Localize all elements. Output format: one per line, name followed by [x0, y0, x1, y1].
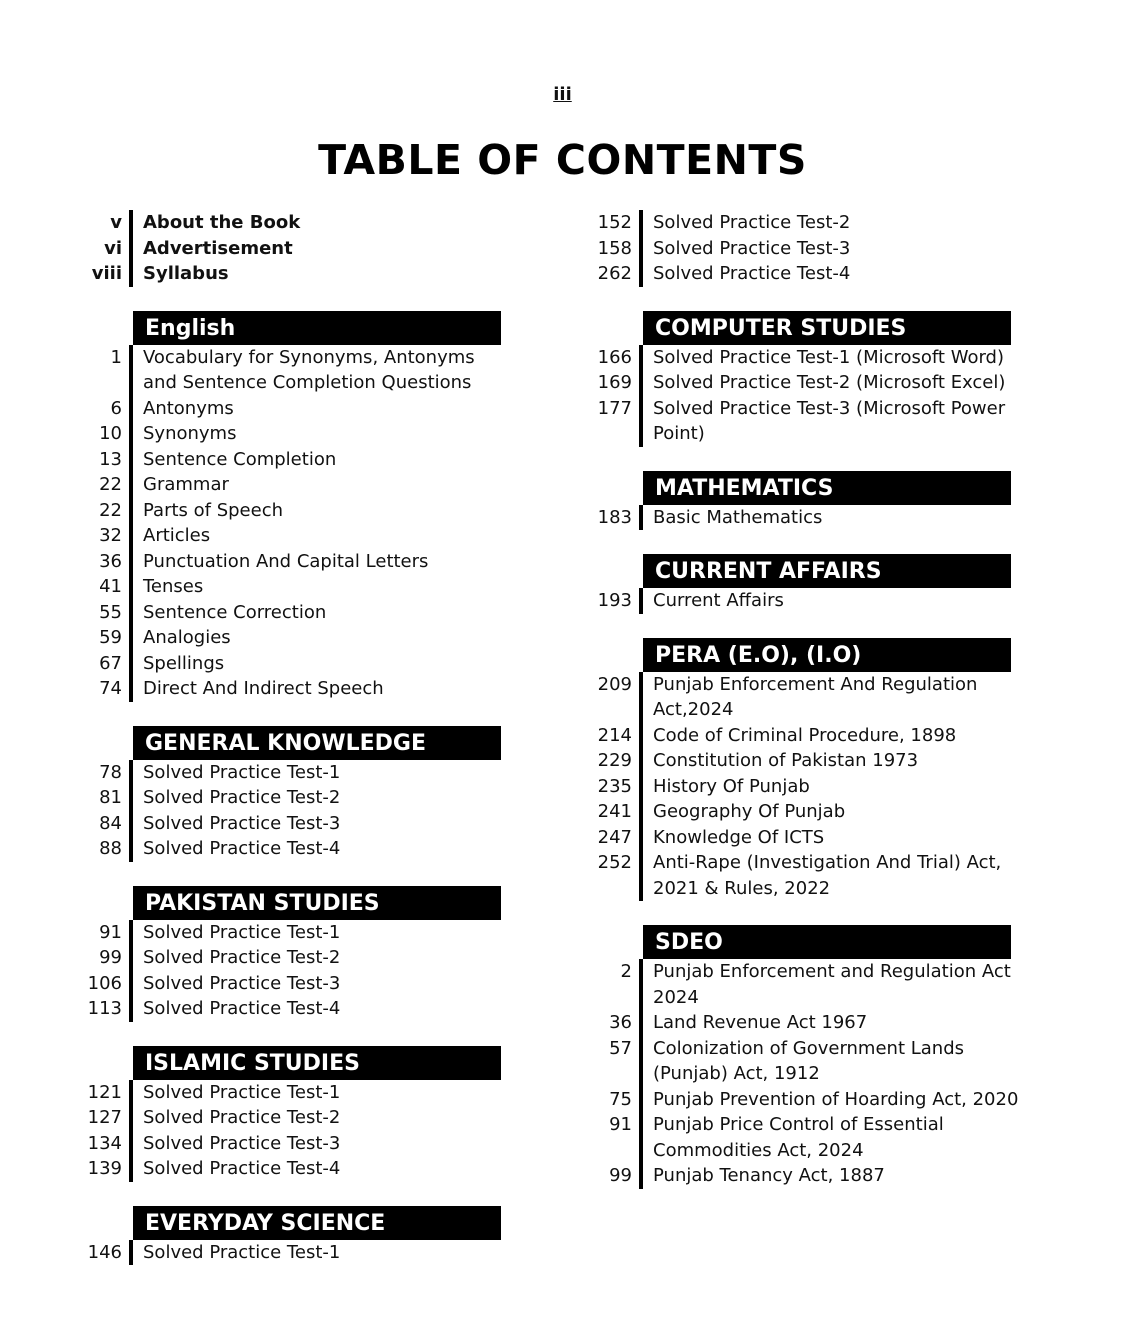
toc-entry-title: Geography Of Punjab: [653, 801, 846, 822]
toc-entry-list: [80, 210, 510, 287]
entry-divider-bar: [129, 345, 133, 396]
entry-divider-bar: [129, 785, 133, 811]
toc-page-number: 36: [99, 550, 122, 572]
toc-entry-list: [80, 920, 510, 1022]
toc-entry-title: Analogies: [143, 627, 231, 648]
toc-entry: [590, 672, 1030, 723]
toc-section: [80, 886, 510, 1022]
toc-entry: [590, 1010, 1030, 1036]
toc-entry: [590, 370, 1030, 396]
toc-entry: [80, 523, 510, 549]
section-heading: SDEO: [643, 925, 1011, 959]
toc-entry-list: [590, 588, 1030, 614]
entry-divider-bar: [639, 236, 643, 262]
toc-entry: [80, 421, 510, 447]
toc-entry: [590, 1036, 1030, 1087]
toc-entry-title: Advertisement: [143, 237, 293, 259]
toc-section: [80, 726, 510, 862]
toc-entry-title: Solved Practice Test-1 (Microsoft Word): [653, 346, 1004, 368]
toc-entry-title: Solved Practice Test-3: [143, 1132, 341, 1154]
toc-entry: [80, 996, 510, 1022]
section-heading: CURRENT AFFAIRS: [643, 554, 1011, 588]
entry-divider-bar: [639, 1163, 643, 1189]
toc-entry-title: Basic Mathematics: [653, 506, 823, 528]
toc-entry: [590, 1112, 1030, 1163]
entry-divider-bar: [129, 600, 133, 626]
toc-entry: [80, 836, 510, 862]
entry-divider-bar: [129, 760, 133, 786]
entry-divider-bar: [129, 210, 133, 236]
page-title: TABLE OF CONTENTS: [318, 136, 807, 184]
toc-entry: [590, 588, 1030, 614]
toc-entry: [590, 1163, 1030, 1189]
entry-divider-bar: [639, 850, 643, 901]
toc-entry-title: Synonyms: [143, 423, 237, 444]
toc-entry-title: Parts of Speech: [143, 499, 284, 521]
entry-divider-bar: [129, 920, 133, 946]
toc-page-number: 2: [620, 961, 632, 982]
toc-entry-title: Vocabulary for Synonyms, Antonyms and Sentence Completion Questions: [143, 346, 475, 393]
toc-page-number: 57: [609, 1037, 632, 1059]
toc-page-number: 13: [99, 448, 122, 470]
toc-page-number: 247: [597, 826, 632, 848]
toc-entry: [80, 811, 510, 837]
toc-entry-title: Solved Practice Test-1: [143, 1081, 341, 1103]
toc-page-number: 81: [99, 787, 122, 808]
toc-page-number: 22: [99, 499, 122, 521]
toc-page-number: 75: [609, 1088, 632, 1110]
section-heading: PERA (E.O), (I.O): [643, 638, 1011, 672]
toc-entry-title: Sentence Completion: [143, 448, 337, 470]
toc-page-number: 41: [99, 576, 122, 597]
section-heading: MATHEMATICS: [643, 471, 1011, 505]
entry-divider-bar: [129, 836, 133, 862]
toc-entry: [80, 600, 510, 626]
toc-entry-title: Solved Practice Test-1: [143, 761, 341, 783]
entry-divider-bar: [129, 996, 133, 1022]
toc-page-number: 121: [87, 1081, 122, 1103]
toc-entry: [590, 396, 1030, 447]
entry-divider-bar: [639, 723, 643, 749]
toc-entry: [80, 676, 510, 702]
toc-entry: [590, 261, 1030, 287]
section-heading: EVERYDAY SCIENCE: [133, 1206, 501, 1240]
section-heading: English: [133, 311, 501, 345]
toc-entry-title: Constitution of Pakistan 1973: [653, 750, 919, 771]
toc-entry: [80, 785, 510, 811]
entry-divider-bar: [639, 588, 643, 614]
toc-entry: [590, 748, 1030, 774]
toc-page-number: 177: [597, 397, 632, 419]
toc-entry-title: History Of Punjab: [653, 775, 810, 797]
toc-page-number: 209: [597, 673, 632, 695]
right-column: [590, 210, 1030, 1213]
toc-entry-title: Solved Practice Test-4: [143, 838, 341, 859]
entry-divider-bar: [129, 945, 133, 971]
entry-divider-bar: [129, 396, 133, 422]
entry-divider-bar: [129, 261, 133, 287]
toc-page-number: 84: [99, 812, 122, 834]
toc-entry: [80, 498, 510, 524]
toc-entry-title: Land Revenue Act 1967: [653, 1012, 868, 1033]
toc-entry: [590, 723, 1030, 749]
toc-entry-title: Spellings: [143, 652, 225, 674]
toc-entry-title: Punjab Prevention of Hoarding Act, 2020: [653, 1088, 1019, 1110]
toc-entry-title: Solved Practice Test-1: [143, 1241, 341, 1263]
toc-entry: [80, 472, 510, 498]
toc-page-number: 88: [99, 838, 122, 859]
toc-entry-list: [590, 672, 1030, 902]
toc-entry-list: [80, 1240, 510, 1266]
toc-page-number: 59: [99, 627, 122, 648]
toc-entry-title: Solved Practice Test-2 (Microsoft Excel): [653, 372, 1006, 393]
toc-section: [80, 311, 510, 702]
entry-divider-bar: [639, 396, 643, 447]
toc-page-number: 235: [597, 775, 632, 797]
toc-entry: [80, 1156, 510, 1182]
front-matter: [80, 210, 510, 287]
toc-page-number: 169: [597, 372, 632, 393]
toc-entry: [80, 1131, 510, 1157]
toc-entry-list: [590, 210, 1030, 287]
toc-entry-title: Articles: [143, 525, 211, 546]
toc-page-number: 241: [597, 801, 632, 822]
entry-divider-bar: [129, 971, 133, 997]
entry-divider-bar: [639, 505, 643, 531]
toc-entry-list: [80, 345, 510, 702]
toc-page-number: 32: [99, 525, 122, 546]
toc-entry-title: Solved Practice Test-1: [143, 921, 341, 943]
section-heading: ISLAMIC STUDIES: [133, 1046, 501, 1080]
toc-entry: [80, 236, 510, 262]
toc-entry-title: Solved Practice Test-2: [143, 947, 341, 968]
toc-entry: [590, 210, 1030, 236]
toc-entry: [80, 760, 510, 786]
toc-page-number: 67: [99, 652, 122, 674]
entry-divider-bar: [639, 1087, 643, 1113]
entry-divider-bar: [129, 811, 133, 837]
toc-entry-title: Current Affairs: [653, 590, 784, 611]
toc-section: [80, 1046, 510, 1182]
toc-entry-title: Punjab Price Control of Essential Commodities Act, 2024: [653, 1114, 944, 1161]
entry-divider-bar: [129, 1131, 133, 1157]
entry-divider-bar: [639, 261, 643, 287]
toc-page-number: 99: [609, 1165, 632, 1186]
toc-entry: [80, 396, 510, 422]
toc-page-number: 229: [597, 750, 632, 771]
page-number: iii: [553, 84, 572, 105]
toc-page-number: 146: [87, 1241, 122, 1263]
left-column: [80, 210, 510, 1289]
entry-divider-bar: [129, 574, 133, 600]
toc-entry-list: [80, 1080, 510, 1182]
toc-page-number: 262: [597, 263, 632, 284]
toc-page-number: 78: [99, 761, 122, 783]
toc-page-number: 106: [87, 972, 122, 994]
toc-page-number: 127: [87, 1107, 122, 1128]
entry-divider-bar: [639, 799, 643, 825]
toc-page-number: 6: [110, 397, 122, 419]
toc-entry-title: Punjab Enforcement And Regulation Act,2024: [653, 673, 978, 720]
toc-entry-title: Solved Practice Test-3: [143, 972, 341, 994]
toc-section: [590, 471, 1030, 531]
section-heading: COMPUTER STUDIES: [643, 311, 1011, 345]
entry-divider-bar: [639, 1036, 643, 1087]
toc-page-number: 166: [597, 346, 632, 368]
entry-divider-bar: [129, 1105, 133, 1131]
toc-entry-title: Solved Practice Test-3: [653, 237, 851, 259]
entry-divider-bar: [639, 345, 643, 371]
entry-divider-bar: [129, 1156, 133, 1182]
toc-page-number: 139: [87, 1158, 122, 1179]
toc-entry: [80, 210, 510, 236]
toc-page-number: vi: [104, 237, 122, 259]
toc-entry-list: [590, 345, 1030, 447]
entry-divider-bar: [639, 210, 643, 236]
toc-page-number: 183: [597, 506, 632, 528]
toc-entry-title: Solved Practice Test-2: [653, 212, 851, 233]
toc-entry-title: Solved Practice Test-2: [143, 787, 341, 808]
toc-page-number: 113: [87, 998, 122, 1019]
toc-entry: [80, 1105, 510, 1131]
toc-entry-title: Solved Practice Test-3: [143, 812, 341, 834]
toc-entry: [590, 236, 1030, 262]
toc-entry-title: Punjab Enforcement and Regulation Act 2024: [653, 961, 1011, 1008]
toc-entry-list: [80, 760, 510, 862]
toc-entry: [590, 959, 1030, 1010]
toc-entry: [590, 505, 1030, 531]
entry-divider-bar: [129, 472, 133, 498]
entry-divider-bar: [129, 1080, 133, 1106]
toc-entry-list: [590, 505, 1030, 531]
toc-section: [590, 925, 1030, 1189]
entry-divider-bar: [129, 236, 133, 262]
toc-entry: [80, 920, 510, 946]
toc-section: [590, 311, 1030, 447]
toc-entry-title: Anti-Rape (Investigation And Trial) Act, 2021 & Rules, 2022: [653, 852, 1002, 899]
toc-page-number: 22: [99, 474, 122, 495]
entry-divider-bar: [639, 370, 643, 396]
entry-divider-bar: [129, 421, 133, 447]
toc-page-number: 134: [87, 1132, 122, 1154]
toc-entry-title: Code of Criminal Procedure, 1898: [653, 724, 957, 746]
entry-divider-bar: [129, 1240, 133, 1266]
toc-entry: [80, 1080, 510, 1106]
toc-entry-title: Syllabus: [143, 263, 229, 284]
toc-page-number: 10: [99, 423, 122, 444]
toc-entry: [80, 447, 510, 473]
toc-entry-title: Solved Practice Test-4: [653, 263, 851, 284]
toc-entry: [590, 825, 1030, 851]
toc-section: [590, 638, 1030, 902]
toc-entry: [590, 774, 1030, 800]
continued-entries: [590, 210, 1030, 287]
toc-page-number: 99: [99, 947, 122, 968]
toc-page-number: viii: [91, 263, 122, 284]
entry-divider-bar: [129, 498, 133, 524]
toc-entry: [80, 651, 510, 677]
toc-entry: [80, 574, 510, 600]
toc-entry-title: Solved Practice Test-4: [143, 1158, 341, 1179]
toc-entry-title: Punjab Tenancy Act, 1887: [653, 1165, 885, 1186]
toc-page-number: v: [110, 212, 122, 233]
toc-entry-title: Sentence Correction: [143, 601, 327, 623]
toc-entry-title: Colonization of Government Lands (Punjab) Act, 1912: [653, 1037, 965, 1084]
toc-entry-title: Punctuation And Capital Letters: [143, 550, 429, 572]
toc-page-number: 74: [99, 678, 122, 699]
toc-entry: [590, 1087, 1030, 1113]
entry-divider-bar: [639, 959, 643, 1010]
toc-page-number: 91: [99, 921, 122, 943]
toc-entry: [590, 345, 1030, 371]
toc-entry: [80, 345, 510, 396]
entry-divider-bar: [129, 447, 133, 473]
section-heading: PAKISTAN STUDIES: [133, 886, 501, 920]
toc-page-number: 214: [597, 724, 632, 746]
toc-page-number: 193: [597, 590, 632, 611]
entry-divider-bar: [639, 1112, 643, 1163]
toc-page-number: 1: [110, 346, 122, 368]
entry-divider-bar: [639, 748, 643, 774]
toc-entry: [80, 625, 510, 651]
toc-entry-title: Tenses: [143, 576, 204, 597]
toc-page-number: 252: [597, 852, 632, 873]
toc-page-number: 152: [597, 212, 632, 233]
toc-entry-title: Direct And Indirect Speech: [143, 678, 384, 699]
entry-divider-bar: [129, 676, 133, 702]
entry-divider-bar: [639, 672, 643, 723]
entry-divider-bar: [129, 549, 133, 575]
toc-entry: [80, 945, 510, 971]
entry-divider-bar: [129, 625, 133, 651]
toc-entry-title: Solved Practice Test-2: [143, 1107, 341, 1128]
toc-entry-title: Solved Practice Test-4: [143, 998, 341, 1019]
entry-divider-bar: [129, 523, 133, 549]
toc-entry-list: [590, 959, 1030, 1189]
toc-page-number: 55: [99, 601, 122, 623]
toc-entry-title: Grammar: [143, 474, 229, 495]
toc-section: [590, 554, 1030, 614]
toc-entry: [80, 261, 510, 287]
entry-divider-bar: [639, 1010, 643, 1036]
toc-entry: [80, 1240, 510, 1266]
entry-divider-bar: [639, 825, 643, 851]
toc-entry-title: Knowledge Of ICTS: [653, 826, 825, 848]
toc-entry: [80, 971, 510, 997]
section-heading: GENERAL KNOWLEDGE: [133, 726, 501, 760]
toc-page-number: 91: [609, 1114, 632, 1135]
entry-divider-bar: [129, 651, 133, 677]
toc-entry-title: Solved Practice Test-3 (Microsoft Power Point): [653, 397, 1006, 444]
toc-page-number: 36: [609, 1012, 632, 1033]
toc-page-number: 158: [597, 237, 632, 259]
toc-entry-title: Antonyms: [143, 397, 234, 419]
toc-entry: [590, 850, 1030, 901]
toc-entry-title: About the Book: [143, 212, 301, 233]
toc-entry: [80, 549, 510, 575]
toc-section: [80, 1206, 510, 1266]
entry-divider-bar: [639, 774, 643, 800]
toc-entry: [590, 799, 1030, 825]
